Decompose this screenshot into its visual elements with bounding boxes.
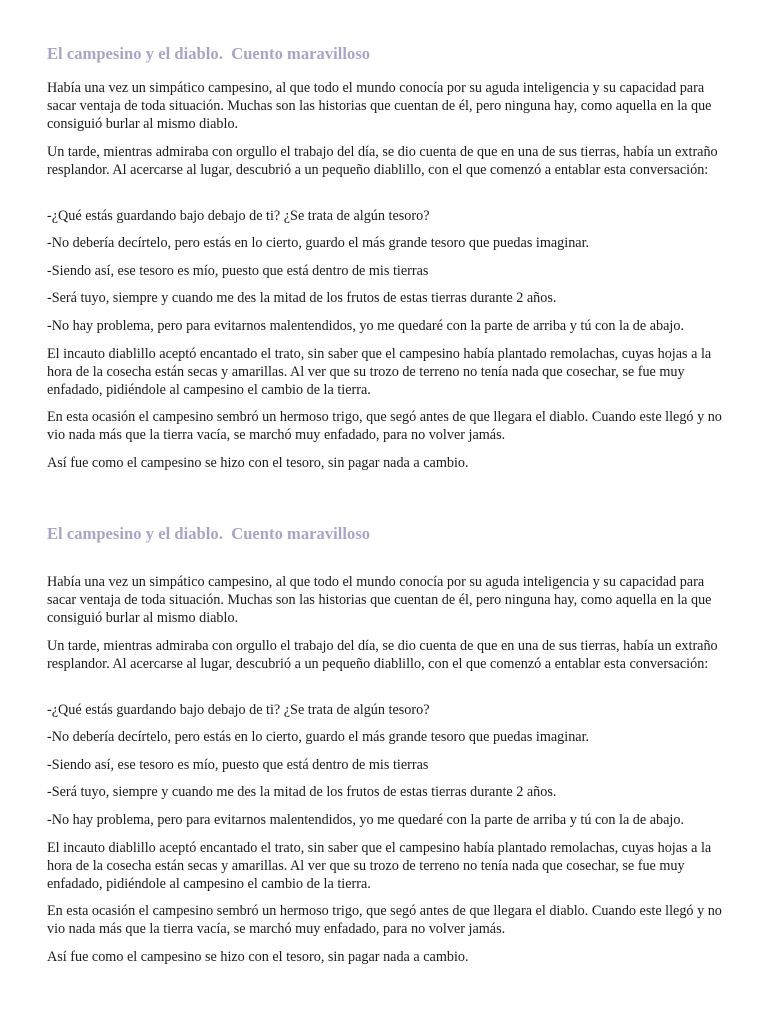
paragraph: -¿Qué estás guardando bajo debajo de ti? ¿Se trata de algún tesoro? bbox=[47, 702, 430, 718]
paragraph: El incauto diablillo aceptó encantado el trato, sin saber que el campesino había plantado remolachas, cuyas hojas a la hora de la cosecha están secas y amarillas. Al ver que su trozo de terreno no tenía nada que cosechar, se fue muy enfadado, pidiéndole al campesino el cambio de la tierra. bbox=[47, 840, 712, 893]
paragraph: En esta ocasión el campesino sembró un hermoso trigo, que segó antes de que llegara el diablo. Cuando este llegó y no vio nada más que la tierra vacía, se marchó muy enfadado, para no volver jamás. bbox=[47, 903, 722, 938]
paragraph: -No debería decírtelo, pero estás en lo cierto, guardo el más grande tesoro que puedas imaginar. bbox=[47, 235, 590, 251]
paragraph: Así fue como el campesino se hizo con el tesoro, sin pagar nada a cambio. bbox=[47, 949, 469, 965]
paragraph: Un tarde, mientras admiraba con orgullo el trabajo del día, se dio cuenta de que en una de sus tierras, había un extraño resplandor. Al acercarse al lugar, descubrió a un pequeño diablillo, con el que comenzó a entablar esta conversación: bbox=[47, 638, 718, 673]
paragraph: El incauto diablillo aceptó encantado el trato, sin saber que el campesino había plantado remolachas, cuyas hojas a la hora de la cosecha están secas y amarillas. Al ver que su trozo de terreno no tenía nada que cosechar, se fue muy enfadado, pidiéndole al campesino el cambio de la tierra. bbox=[47, 346, 712, 399]
paragraph: -¿Qué estás guardando bajo debajo de ti? ¿Se trata de algún tesoro? bbox=[47, 208, 430, 224]
paragraph: Había una vez un simpático campesino, al que todo el mundo conocía por su aguda inteligencia y su capacidad para sacar ventaja de toda situación. Muchas son las historias que cuentan de él, pero ninguna hay, como aquella en la que consiguió burlar al mismo diablo. bbox=[47, 574, 712, 627]
paragraph: -Siendo así, ese tesoro es mío, puesto que está dentro de mis tierras bbox=[47, 263, 429, 279]
paragraph: Un tarde, mientras admiraba con orgullo el trabajo del día, se dio cuenta de que en una de sus tierras, había un extraño resplandor. Al acercarse al lugar, descubrió a un pequeño diablillo, con el que comenzó a entablar esta conversación: bbox=[47, 144, 718, 179]
paragraph: -Será tuyo, siempre y cuando me des la mitad de los frutos de estas tierras durante 2 años. bbox=[47, 784, 557, 800]
paragraph: -No debería decírtelo, pero estás en lo cierto, guardo el más grande tesoro que puedas imaginar. bbox=[47, 729, 590, 745]
paragraph: Así fue como el campesino se hizo con el tesoro, sin pagar nada a cambio. bbox=[47, 455, 469, 471]
paragraph: -Siendo así, ese tesoro es mío, puesto que está dentro de mis tierras bbox=[47, 757, 429, 773]
section-title: El campesino y el diablo. Cuento maravilloso bbox=[47, 44, 371, 63]
section-title: El campesino y el diablo. Cuento maravilloso bbox=[47, 524, 371, 543]
paragraph: -No hay problema, pero para evitarnos malentendidos, yo me quedaré con la parte de arriba y tú con la de abajo. bbox=[47, 318, 685, 334]
paragraph: -Será tuyo, siempre y cuando me des la mitad de los frutos de estas tierras durante 2 años. bbox=[47, 290, 557, 306]
paragraph: En esta ocasión el campesino sembró un hermoso trigo, que segó antes de que llegara el diablo. Cuando este llegó y no vio nada más que la tierra vacía, se marchó muy enfadado, para no volver jamás. bbox=[47, 409, 722, 444]
paragraph: Había una vez un simpático campesino, al que todo el mundo conocía por su aguda inteligencia y su capacidad para sacar ventaja de toda situación. Muchas son las historias que cuentan de él, pero ninguna hay, como aquella en la que consiguió burlar al mismo diablo. bbox=[47, 80, 712, 133]
paragraph: -No hay problema, pero para evitarnos malentendidos, yo me quedaré con la parte de arriba y tú con la de abajo. bbox=[47, 812, 685, 828]
